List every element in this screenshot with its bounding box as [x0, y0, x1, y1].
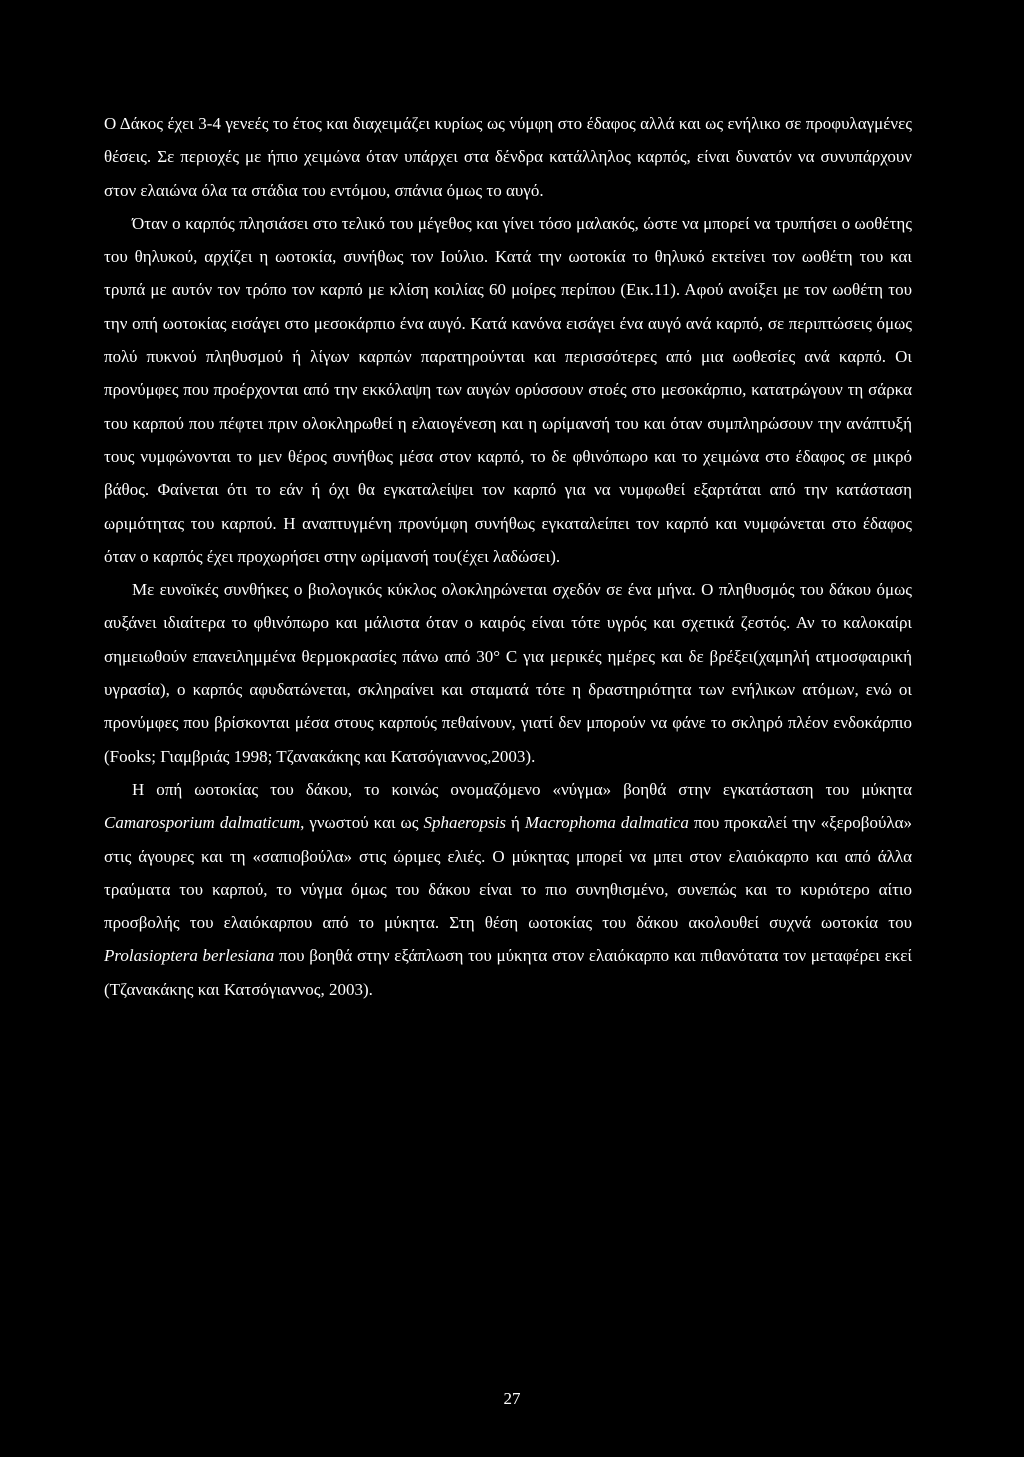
text-segment: Όταν ο καρπός πλησιάσει στο τελικό του μέγεθος και γίνει τόσο μαλακός, ώστε να μπορεί να τρυπήσει ο ωοθέτης του θηλυκού, αρχίζει η ωοτοκία, συνήθως τον Ιούλιο. Κατά την ωοτοκία το θηλυκό εκτείνει τον ωοθέτη του και τρυπά με αυτόν τον τρόπο τον καρπό με κλίση κοιλίας 60 μοίρες περίπου (Εικ.11). Αφού ανοίξει με τον ωοθέτη του την οπή ωοτοκίας εισάγει στο μεσοκάρπιο ένα αυγό. Κατά κανόνα εισάγει ένα αυγό ανά καρπό, σε περιπτώσεις όμως πολύ πυκνού πληθυσμού ή λίγων καρπών παρατηρούνται και περισσότερες από μια ωοθεσίες ανά καρπό. Οι προνύμφες που προέρχονται από την εκκόλαψη των αυγών ορύσσουν στοές στο μεσοκάρπιο, κατατρώγουν τη σάρκα του καρπού που πέφτει πριν ολοκληρωθεί η ελαιογένεση και η ωρίμανσή του και όταν συμπληρώσουν την ανάπτυξή τους νυμφώνονται το μεν θέρος συνήθως μέσα στον καρπό, το δε φθινόπωρο και το χειμώνα στο έδαφος σε μικρό βάθος. Φαίνεται ότι το εάν ή όχι θα εγκαταλείψει τον καρπό για να νυμφωθεί εξαρτάται από την κατάσταση ωριμότητας του καρπού. Η αναπτυγμένη προνύμφη συνήθως εγκαταλείπει τον καρπό και νυμφώνεται στο έδαφος όταν ο καρπός έχει προχωρήσει στην ωρίμανσή του(έχει λαδώσει).: [104, 213, 912, 566]
page-number: 27: [503, 1389, 521, 1408]
italic-term: Prolasioptera berlesiana: [104, 946, 275, 966]
paragraph: [104, 107, 912, 207]
text-segment: Η οπή ωοτοκίας του δάκου, το κοινώς ονομαζόμενο «νύγμα» βοηθά στην εγκατάσταση του μύκητα: [132, 779, 912, 799]
text-segment: που προκαλεί την «ξεροβούλα» στις άγουρες και τη «σαπιοβούλα» στις ώριμες ελιές. Ο μύκητας μπορεί να μπει στον ελαιόκαρπο και από άλλα τραύματα του καρπού, το νύγμα όμως του δάκου είναι το πιο συνηθισμένο, συνεπώς και το κυριότερο αίτιο προσβολής του ελαιόκαρπου από το μύκητα. Στη θέση ωοτοκίας του δάκου ακολουθεί συχνά ωοτοκία του: [104, 813, 913, 933]
italic-term: Macrophoma dalmatica: [524, 813, 689, 833]
italic-term: Camarosporium dalmaticum: [104, 813, 301, 833]
italic-term: Sphaeropsis: [423, 813, 506, 833]
paragraph: [104, 773, 912, 1006]
text-segment: ή: [505, 813, 525, 833]
paragraph: [104, 573, 912, 773]
text-segment: , γνωστού και ως: [300, 813, 424, 833]
paragraph: [104, 207, 912, 573]
body-text: [104, 107, 912, 1006]
text-segment: Ο Δάκος έχει 3-4 γενεές το έτος και διαχειμάζει κυρίως ως νύμφη στο έδαφος αλλά και ως ενήλικο σε προφυλαγμένες θέσεις. Σε περιοχές με ήπιο χειμώνα όταν υπάρχει στα δένδρα κατάλληλος καρπός, είναι δυνατόν να συνυπάρχουν στον ελαιώνα όλα τα στάδια του εντόμου, σπάνια όμως το αυγό.: [104, 114, 912, 200]
text-segment: Με ευνοϊκές συνθήκες ο βιολογικός κύκλος ολοκληρώνεται σχεδόν σε ένα μήνα. Ο πληθυσμός του δάκου όμως αυξάνει ιδιαίτερα το φθινόπωρο και μάλιστα όταν ο καιρός είναι τότε υγρός και σχετικά ζεστός. Αν το καλοκαίρι σημειωθούν επανειλημμένα θερμοκρασίες πάνω από 30° C για μερικές ημέρες και δε βρέξει(χαμηλή ατμοσφαιρική υγρασία), ο καρπός αφυδατώνεται, σκληραίνει και σταματά τότε η δραστηριότητα των ενήλικων ατόμων, ενώ οι προνύμφες που βρίσκονται μέσα στους καρπούς πεθαίνουν, γιατί δεν μπορούν να φάνε το σκληρό πλέον ενδοκάρπιο (Fooks; Γιαμβριάς 1998; Τζανακάκης και Κατσόγιαννος,2003).: [104, 580, 912, 766]
text-segment: που βοηθά στην εξάπλωση του μύκητα στον ελαιόκαρπο και πιθανότατα τον μεταφέρει εκεί (Τζανακάκης και Κατσόγιαννος, 2003).: [104, 946, 912, 999]
